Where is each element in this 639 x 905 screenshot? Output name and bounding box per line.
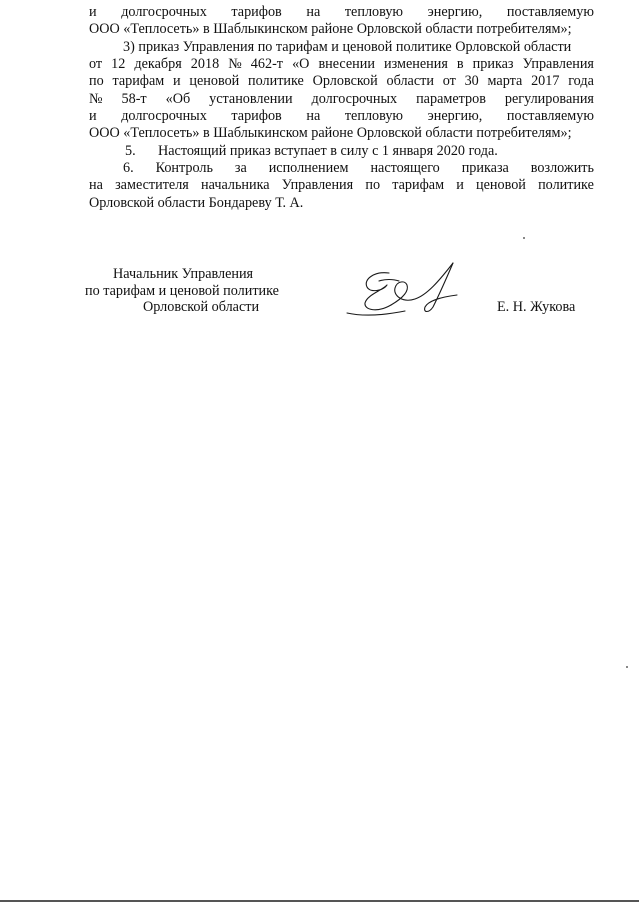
word: Орловской — [312, 73, 378, 89]
paragraph-line — [89, 108, 594, 125]
word: долгосрочных — [121, 108, 207, 124]
paragraph-line — [89, 177, 594, 194]
word: тепловую — [344, 108, 404, 124]
word: тарифам — [112, 73, 165, 89]
word: долгосрочных — [311, 91, 398, 107]
word: декабря — [134, 56, 182, 72]
word: приказа — [461, 160, 509, 176]
word: № — [89, 91, 103, 107]
word: от — [89, 56, 103, 72]
word: Управления — [281, 177, 354, 193]
page-bottom-edge — [0, 900, 639, 902]
word: «О — [292, 56, 310, 72]
word: тарифов — [231, 108, 282, 124]
word: 12 — [111, 56, 126, 72]
word: области — [386, 73, 434, 89]
word: и — [89, 4, 97, 20]
paragraph-line: ООО «Теплосеть» в Шаблыкинском районе Орловской области потребителям»; — [89, 125, 572, 141]
word: энергию, — [427, 4, 483, 20]
word: по — [365, 177, 381, 193]
word: и — [173, 73, 181, 89]
word: Управления — [522, 56, 594, 72]
paragraph-line — [123, 160, 594, 177]
paragraph-line — [89, 56, 594, 73]
word: 2018 — [190, 56, 220, 72]
word: и — [456, 177, 464, 193]
word: 462-т — [250, 56, 284, 72]
word: настоящего — [370, 160, 440, 176]
word: на — [89, 177, 103, 193]
word: внесении — [318, 56, 375, 72]
word: ценовой — [476, 177, 526, 193]
item-number: 5. — [125, 143, 136, 159]
signatory-title-line: Орловской области — [143, 299, 260, 315]
word: политике — [248, 73, 304, 89]
word: энергию, — [427, 108, 483, 124]
word: регулирования — [504, 91, 594, 107]
handwritten-signature — [345, 255, 475, 325]
word: 58-т — [121, 91, 147, 107]
word: тарифам — [392, 177, 445, 193]
word: 6. — [123, 160, 134, 176]
paragraph-line: ООО «Теплосеть» в Шаблыкинском районе Орловской области потребителям»; — [89, 21, 572, 37]
word: Контроль — [155, 160, 213, 176]
word: изменения — [384, 56, 448, 72]
signatory-title-line: Начальник Управления — [113, 266, 254, 282]
word: тарифов — [231, 4, 282, 20]
word: заместителя — [115, 177, 189, 193]
word: 2017 — [531, 73, 560, 89]
word: марта — [487, 73, 523, 89]
signatory-name: Е. Н. Жукова — [497, 299, 576, 315]
word: исполнением — [268, 160, 349, 176]
word: политике — [538, 177, 594, 193]
word: долгосрочных — [121, 4, 207, 20]
paragraph-line: Настоящий приказ вступает в силу с 1 января 2020 года. — [158, 143, 498, 159]
word: по — [89, 73, 104, 89]
scan-speck — [523, 237, 525, 239]
paragraph-line: Орловской области Бондареву Т. А. — [89, 195, 304, 211]
word: ценовой — [189, 73, 240, 89]
word: поставляемую — [506, 108, 594, 124]
paragraph-line: 3) приказ Управления по тарифам и ценовой политике Орловской области — [123, 39, 572, 55]
word: тепловую — [344, 4, 404, 20]
word: приказ — [472, 56, 514, 72]
signatory-title-line: по тарифам и ценовой политике — [85, 283, 279, 299]
word: года — [568, 73, 594, 89]
word: начальника — [201, 177, 270, 193]
word: № — [228, 56, 242, 72]
word: установлении — [209, 91, 293, 107]
word: от — [442, 73, 456, 89]
scan-speck — [626, 666, 628, 668]
word: 30 — [464, 73, 479, 89]
word: за — [234, 160, 247, 176]
word: на — [306, 4, 321, 20]
word: поставляемую — [506, 4, 594, 20]
word: на — [306, 108, 321, 124]
word: и — [89, 108, 97, 124]
paragraph-line — [89, 4, 594, 21]
word: «Об — [165, 91, 191, 107]
word: в — [456, 56, 464, 72]
paragraph-line — [89, 73, 594, 90]
word: возложить — [530, 160, 594, 176]
word: параметров — [416, 91, 486, 107]
paragraph-line — [89, 91, 594, 108]
